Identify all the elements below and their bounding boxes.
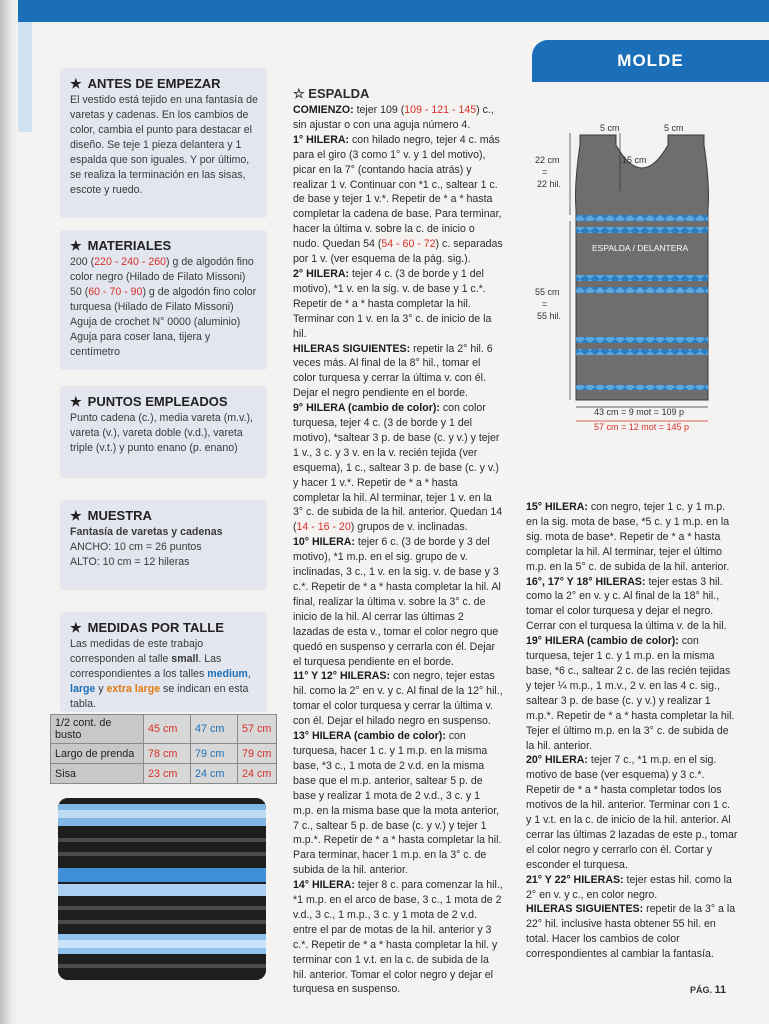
puntos-box: [60, 386, 267, 478]
hilera-10-paragraph: 10° HILERA: tejer 6 c. (3 de borde y 3 del motivo), *1 m.p. en el sig. grupo de v. inclinadas, 3 c., 1 v. en la sig. v. de base y 3 c.*. Repetir de * a * hasta completar la hil. Al final, realizar la última v. sobre la 3° c. de inicio de la hil. Al cerrar las últimas 2 lazadas de esta v., tomar el color negro que quedó en suspenso y cerrarla con él. Dejar el turquesa pendiente en el borde.: [293, 536, 501, 668]
row-label: 1/2 cont. de busto: [51, 715, 144, 744]
body-hil: 55 hil.: [537, 311, 562, 321]
garment-shape: [576, 135, 709, 400]
antes-title: ★ ANTES DE EMPEZAR: [70, 76, 221, 91]
top-color-strip: [0, 0, 769, 22]
materiales-box: [60, 230, 267, 370]
star-icon: ★: [70, 394, 82, 409]
size-value: 57 cm: [238, 715, 277, 744]
size-value: 45 cm: [144, 715, 191, 744]
piece-label: ESPALDA / DELANTERA: [592, 243, 689, 253]
hileras-siguientes-paragraph: HILERAS SIGUIENTES: repetir la 2° hil. 6 veces más. Al final de la 8° hil., tomar el color turquesa y cerrar la última v. con él. Dejar el negro pendiente en el borde.: [293, 342, 493, 400]
hilera-16-paragraph: 16°, 17° Y 18° HILERAS: tejer estas 3 hil. como la 2° en v. y c. Al final de la 18° hil., tomar el color turquesa y dejar el negro. Cerrar con el turquesa la última v. de la hil.: [526, 575, 727, 633]
motif-band: [576, 349, 708, 355]
top-right-measure: 5 cm: [664, 123, 684, 133]
size-value: 79 cm: [191, 744, 238, 764]
motif-band: [576, 337, 708, 343]
molde-label: MOLDE: [617, 51, 684, 70]
body-cm: 55 cm: [535, 287, 560, 297]
star-icon: ★: [70, 508, 82, 523]
neck-measure: 15 cm: [622, 155, 647, 165]
row-label: Largo de prenda: [51, 744, 144, 764]
hilera-21-paragraph: 21° Y 22° HILERAS: tejer estas hil. como la 2° en v. y c., en color negro.: [526, 873, 732, 901]
medidas-text: Las medidas de este trabajo corresponden al talle small. Las correspondientes a los talles medium, large y extra large se indican en esta tabla.: [70, 638, 251, 710]
row-label: Sisa: [51, 764, 144, 784]
hilera-19-paragraph: 19° HILERA (cambio de color): con turquesa, tejer 1 c. y 1 m.p. en la misma base, *6 c., saltear 2 c. de las recién tejidas y tejer ¼ m.p., 1 m.v., 2 v. en las 4 c. sig., saltear 3 p. de base (c. y v.) y realizar 1 m.p.*. Repetir de * a * hasta completar la hil. Tejer el último m.p. en la 3° c. de subida de la hil. anterior.: [526, 635, 735, 752]
hilera-1-paragraph: 1° HILERA: con hilado negro, tejer 4 c. más para el giro (3 como 1° v. y 1 del motivo), picar en la 7° (contando hacia atrás) y realizar 1 v. Continuar con *1 c., saltear 1 c. de base y tejer 1 v.*. Repetir de * a * hasta completar la cadena de base. Para terminar, hacer la última v. sobre la c. de inicio o nudo. Quedan 54 (54 - 60 - 72) c. separadas por 1 v. (ver esquema de la pág. sig.).: [293, 133, 503, 266]
muestra-box: [60, 500, 267, 590]
size-value: 79 cm: [238, 744, 277, 764]
materiales-line-4: Aguja para coser lana, tijera y centímetro: [70, 331, 211, 358]
hileras-siguientes-2-paragraph: HILERAS SIGUIENTES: repetir de la 3° a la 22° hil. inclusive hasta obtener 55 hil. en total. Hacer los cambios de color correspondientes al cambiar la fantasía.: [526, 903, 736, 961]
star-icon: ★: [70, 620, 82, 635]
body-eq: =: [542, 299, 548, 309]
table-row: [51, 715, 277, 744]
size-table: [50, 714, 277, 784]
motif-band: [576, 287, 708, 293]
blue-edge-tab: [18, 22, 32, 132]
size-value: 24 cm: [191, 764, 238, 784]
table-row: [51, 744, 277, 764]
muestra-title: ★ MUESTRA: [70, 508, 152, 523]
star-icon: ★: [70, 76, 82, 91]
crochet-swatch-photo: [58, 798, 266, 980]
materiales-line-3: Aguja de crochet N° 0000 (aluminio): [70, 316, 241, 328]
right-column: [526, 500, 738, 962]
materiales-line-1: 200 (220 - 240 - 260) g de algodón fino color negro (Hilado de Filato Missoni): [70, 256, 254, 283]
hilera-11-paragraph: 11° Y 12° HILERAS: con negro, tejer estas hil. como la 2° en v. y c. Al final de la 12° hil., tomar el color turquesa y cerrar la última v. con él. Dejar el hilado negro en suspenso.: [293, 670, 503, 728]
top-left-measure: 5 cm: [600, 123, 620, 133]
molde-header-tab: [532, 40, 769, 82]
antes-box: [60, 68, 267, 218]
antes-text: El vestido está tejido en una fantasía de varetas y cadenas. En los cambios de color, cambia el punto para destacar el diseño. Se teje 1 pieza delantera y 1 espalda que son iguales. Y por último, se realiza la terminación en las sisas, escote y ruedo.: [70, 94, 258, 196]
puntos-text: Punto cadena (c.), media vareta (m.v.), vareta (v.), vareta doble (v.d.), vareta triple (v.t.) y punto enano (p. enano): [70, 412, 253, 454]
size-value: 47 cm: [191, 715, 238, 744]
muestra-alto: ALTO: 10 cm = 12 hileras: [70, 556, 190, 568]
motif-band: [576, 215, 708, 221]
size-value: 78 cm: [144, 744, 191, 764]
hilera-2-paragraph: 2° HILERA: tejer 4 c. (3 de borde y 1 del motivo), *1 v. en la sig. v. de base y 1 c.*. Repetir de * a * hasta completar la hil. Terminar con 1 v. en la 3° c. de inicio de la hil.: [293, 267, 492, 340]
medidas-title: ★ MEDIDAS POR TALLE: [70, 620, 224, 635]
materiales-line-2: 50 (60 - 70 - 90) g de algodón fino color turquesa (Hilado de Filato Missoni): [70, 286, 257, 313]
page-number: PÁG. 11: [690, 984, 727, 996]
width-small: 43 cm = 9 mot = 109 p: [594, 407, 685, 417]
motif-band: [576, 385, 708, 390]
motif-band: [576, 227, 708, 233]
size-value: 23 cm: [144, 764, 191, 784]
table-row: [51, 764, 277, 784]
star-outline-icon: ☆: [293, 86, 309, 101]
motif-band: [576, 275, 708, 281]
comienzo-paragraph: COMIENZO: tejer 109 (109 - 121 - 145) c., sin ajustar o con una aguja número 4.: [293, 104, 494, 131]
hilera-15-paragraph: 15° HILERA: con negro, tejer 1 c. y 1 m.p. en la sig. mota de base, *5 c. y 1 m.p. en la sig. mota de base*. Repetir de * a * hasta completar la hil. Al terminar, tejer el último m.p. en la 5° c. de subida de la hil. anterior.: [526, 501, 730, 573]
size-value: 24 cm: [238, 764, 277, 784]
espalda-column: [293, 86, 503, 997]
puntos-title: ★ PUNTOS EMPLEADOS: [70, 394, 228, 409]
page-binding-shadow: [0, 0, 18, 1024]
star-icon: ★: [70, 238, 82, 253]
muestra-subtitle: Fantasía de varetas y cadenas: [70, 526, 223, 538]
materiales-title: ★ MATERIALES: [70, 238, 172, 253]
medidas-box: [60, 612, 267, 712]
hilera-9-paragraph: 9° HILERA (cambio de color): con color turquesa, tejer 4 c. (3 de borde y 1 del motivo), *saltear 3 p. de base (c. y v.) y tejer 1 v., 3 c. y 3 v. en la v. recién tejida (ver esquema), 1 c., saltear 3 p. de base (c. y v.) y hacer 1 v.*. Repetir de * a * hasta completar la hil. Al terminar, tejer 1 v. en la 3° c. de subida de la hil. anterior. Quedan 14 (14 - 16 - 20) grupos de v. inclinadas.: [293, 402, 503, 534]
muestra-ancho: ANCHO: 10 cm = 26 puntos: [70, 541, 202, 553]
sisa-cm: 22 cm: [535, 155, 560, 165]
espalda-title: ☆ ESPALDA: [293, 86, 370, 101]
hilera-13-paragraph: 13° HILERA (cambio de color): con turquesa, hacer 1 c. y 1 m.p. en la misma base, *3 c., 1 mota de 2 v.d. en la misma base que el m.p. anterior, saltear 5 p. de base y realizar 1 mota de 2 v.d., 3 c. y 1 m.p. en la misma base que la mota anterior, 7 c., saltear 5 p. de base (c. y v.) y tejer 1 m.p.*. Repetir de * a * hasta completar la hil. Para terminar, hacer 1 m.p. en la 3° c. de subida de la hil. anterior.: [293, 730, 502, 877]
hilera-14-paragraph: 14° HILERA: tejer 8 c. para comenzar la hil., *1 m.p. en el arco de base, 3 c., 1 mota de 2 v.d., 3 c., 1 m.p., 3 c. y 1 mota de 2 v.d. entre el par de motas de la hil. anterior y 3 c.*. Repetir de * a * hasta completar la hil. y terminar con 1 v.t. en la c. de subida de la hil. anterior. Tomar el color negro y dejar el turquesa en suspenso.: [293, 879, 503, 996]
width-large: 57 cm = 12 mot = 145 p: [594, 422, 690, 432]
sisa-eq: =: [542, 167, 548, 177]
sisa-hil: 22 hil.: [537, 179, 562, 189]
hilera-20-paragraph: 20° HILERA: tejer 7 c., *1 m.p. en el sig. motivo de base (ver esquema) y 3 c.*. Repetir de * a * hasta completar todos los motivos de la hil. anterior. Terminar con 1 c. y 1 v.t. en la c. de inicio de la hil. anterior. Al cerrar las últimas 2 lazadas de este p., tomar el color negro y cerrarlo con él. Cortar y esconder el turquesa.: [526, 754, 738, 871]
molde-diagram: [530, 115, 730, 435]
